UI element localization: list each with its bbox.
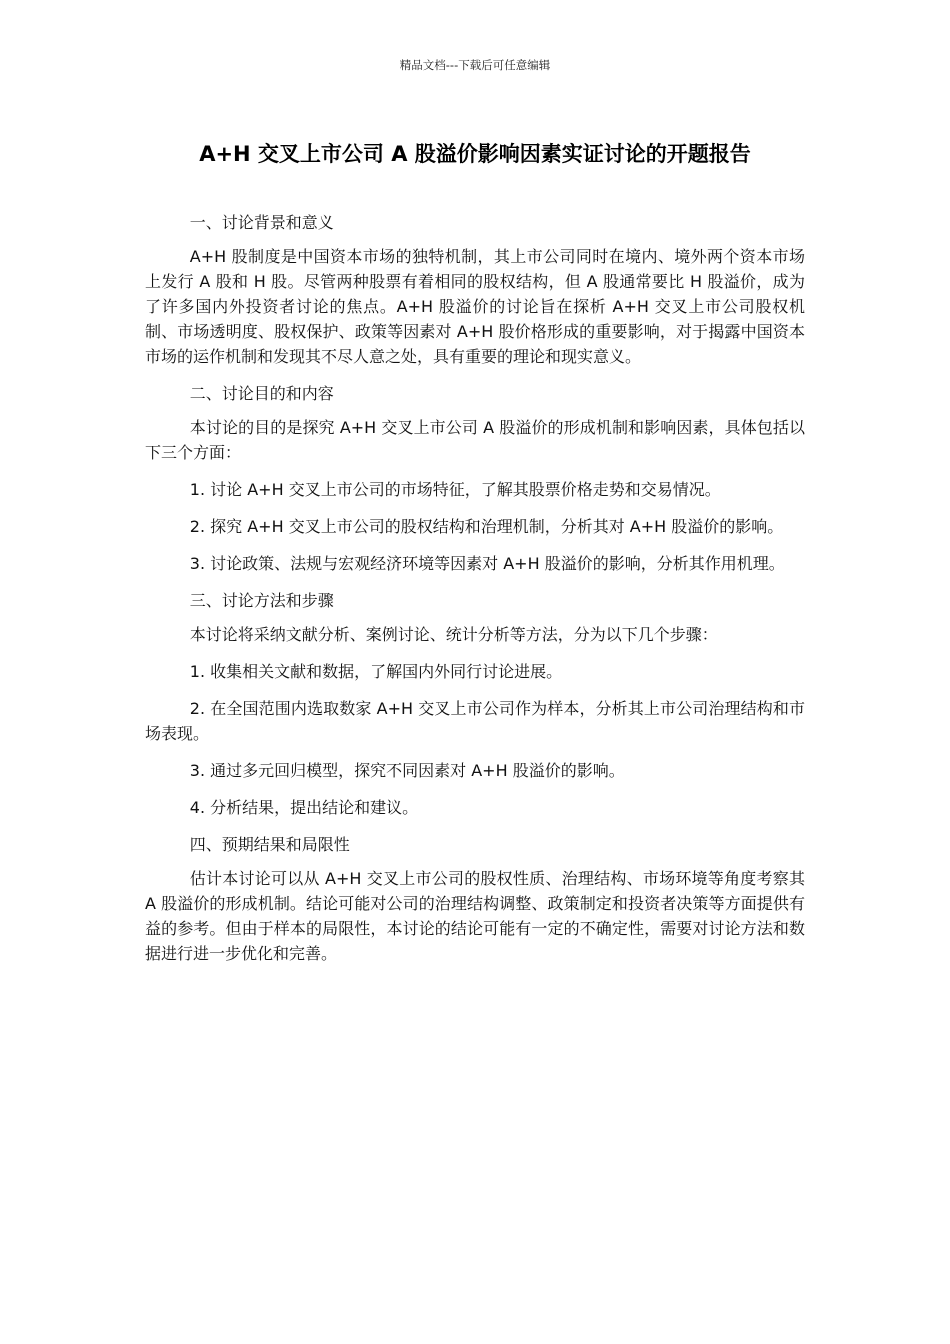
paragraph: 估计本讨论可以从 A+H 交叉上市公司的股权性质、治理结构、市场环境等角度考察其 A 股溢价的形成机制。结论可能对公司的治理结构调整、政策制定和投资者决策等方面提供有益的参考。但由于样本的局限性，本讨论的结论可能有一定的不确定性，需要对讨论方法和数据进行进一步优化和完善。: [145, 869, 805, 963]
section-heading: 一、讨论背景和意义: [189, 213, 334, 232]
document-title: A+H 交叉上市公司 A 股溢价影响因素实证讨论的开题报告: [199, 142, 751, 166]
page-header: 精品文档---下载后可任意编辑: [399, 58, 551, 72]
list-item: 2. 在全国范围内选取数家 A+H 交叉上市公司作为样本，分析其上市公司治理结构和市场表现。: [145, 699, 805, 743]
section-heading: 三、讨论方法和步骤: [189, 591, 334, 610]
list-item: 3. 通过多元回归模型，探究不同因素对 A+H 股溢价的影响。: [189, 761, 625, 780]
paragraph: 本讨论将采纳文献分析、案例讨论、统计分析等方法，分为以下几个步骤：: [189, 625, 718, 644]
paragraph: A+H 股制度是中国资本市场的独特机制，其上市公司同时在境内、境外两个资本市场上发行 A 股和 H 股。尽管两种股票有着相同的股权结构，但 A 股通常要比 H 股溢价，成为了许多国内外投资者讨论的焦点。A+H 股溢价的讨论旨在探析 A+H 交叉上市公司股权机制、市场透明度、股权保护、政策等因素对 A+H 股价格形成的重要影响，对于揭露中国资本市场的运作机制和发现其不尽人意之处，具有重要的理论和现实意义。: [145, 247, 805, 366]
document-body: [145, 210, 805, 978]
list-item: 1. 讨论 A+H 交叉上市公司的市场特征，了解其股票价格走势和交易情况。: [189, 480, 721, 499]
section-heading: 四、预期结果和局限性: [189, 835, 350, 854]
list-item: 4. 分析结果，提出结论和建议。: [189, 798, 419, 817]
list-item: 3. 讨论政策、法规与宏观经济环境等因素对 A+H 股溢价的影响，分析其作用机理。: [189, 554, 785, 573]
section-heading: 二、讨论目的和内容: [189, 384, 334, 403]
list-item: 1. 收集相关文献和数据，了解国内外同行讨论进展。: [189, 662, 563, 681]
list-item: 2. 探究 A+H 交叉上市公司的股权结构和治理机制，分析其对 A+H 股溢价的影响。: [189, 517, 784, 536]
paragraph: 本讨论的目的是探究 A+H 交叉上市公司 A 股溢价的形成机制和影响因素，具体包括以下三个方面：: [145, 418, 805, 462]
